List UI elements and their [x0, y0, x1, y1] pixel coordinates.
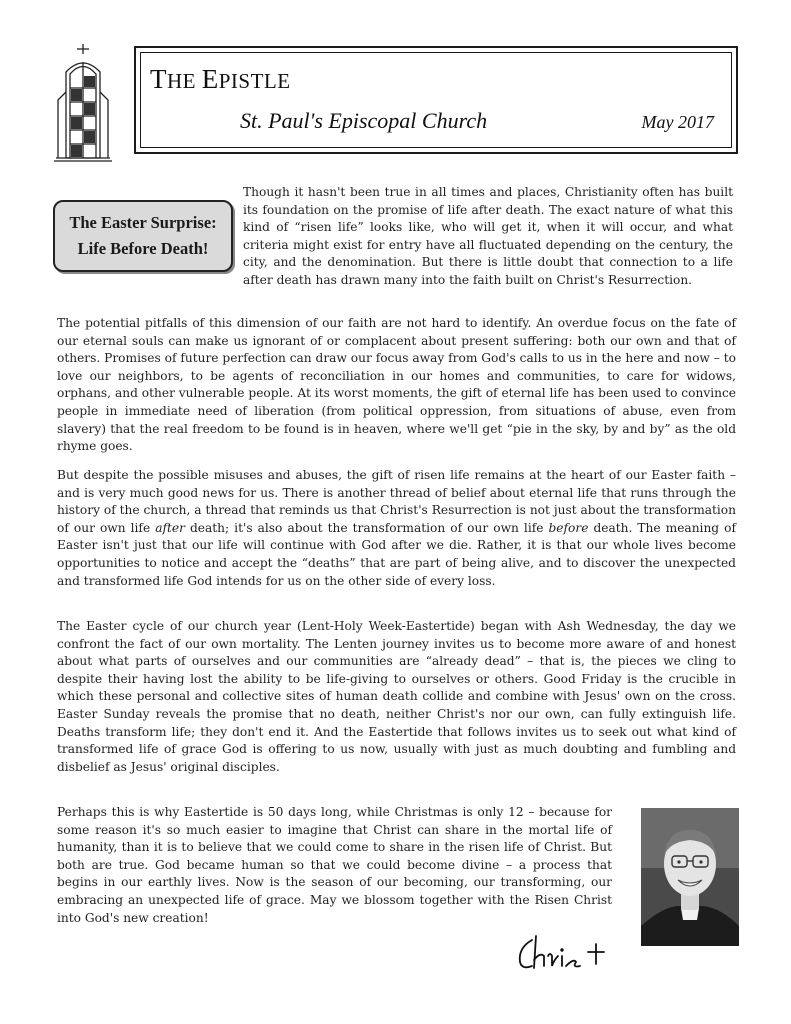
emphasis-after: after	[155, 520, 185, 535]
church-window-logo-icon	[50, 40, 116, 162]
emphasis-before: before	[548, 520, 589, 535]
callout-line-1: The Easter Surprise:	[69, 213, 217, 232]
paragraph-3-part-a: But despite the possible misuses and abuses, the gift of risen life remains at the heart of our Easter faith – and is very much good news for us. There is another thread of belief about eternal life that runs through the history of the church, a thread that reminds us that Christ's Resurrection is not just about the transformation of our own life	[57, 468, 736, 535]
author-photo	[641, 808, 739, 946]
issue-date: May 2017	[641, 112, 714, 132]
handwritten-signature	[514, 930, 618, 978]
article-paragraph-1: Though it hasn't been true in all times and places, Christianity often has built its foundation on the promise of life after death. The exact nature of what this kind of “risen life” looks like, who will get it, when it will occur, and what criteria might exist for entry have all fluctuated depending on the century, the city, and the denomination. But there is little doubt that connection to a life after death has drawn many into the faith built on Christ's Resurrection.	[243, 185, 733, 287]
title-initial-t: T	[150, 64, 167, 94]
title-rest-he: HE	[167, 69, 202, 93]
newsletter-title	[150, 64, 291, 95]
article-title-callout	[53, 200, 233, 272]
callout-line-2: Life Before Death!	[77, 239, 209, 258]
paragraph-3-part-c: death. The meaning of Easter isn't just that our life will continue with God after we die. Rather, it is that our whole lives become opportunities to notice and accept the “deaths” that are part of being alive, and to discover the unexpected and transformed life God intends for us on the other side of every loss.	[57, 520, 736, 588]
church-name: St. Paul's Episcopal Church	[240, 108, 488, 133]
paragraph-3-part-b: death; it's also about the transformation of our own life	[184, 520, 549, 535]
masthead	[134, 46, 738, 154]
title-rest-pistle: PISTLE	[218, 69, 291, 93]
title-initial-e: E	[201, 64, 219, 94]
article-paragraph-2: The potential pitfalls of this dimension of our faith are not hard to identify. An overdue focus on the fate of our eternal souls can make us ignorant of or complacent about present suffering: both our own and that of others. Promises of future perfection can draw our focus away from God's calls to us in the here and now – to love our neighbors, to be agents of reconciliation in our homes and communities, to care for widows, orphans, and other vulnerable people. At its worst moments, the gift of eternal life has been used to convince people in immediate need of liberation (from political oppression, from situations of abuse, even from slavery) that the real freedom to be found is in heaven, where we'll get “pie in the sky, by and by” as the old rhyme goes.	[57, 316, 736, 454]
article-paragraph-3	[57, 467, 736, 590]
article-paragraph-4: The Easter cycle of our church year (Lent-Holy Week-Eastertide) began with Ash Wednesday, the day we confront the fact of our own mortality. The Lenten journey invites us to become more aware of and honest about what parts of ourselves and our communities are “already dead” – that is, the pieces we cling to despite their having lost the ability to be life-giving to ourselves or others. Good Friday is the crucible in which these personal and collective sites of human death collide and combine with Jesus' own on the cross. Easter Sunday reveals the promise that no death, neither Christ's nor our own, can fully extinguish life. Deaths transform life; they don't end it. And the Eastertide that follows invites us to seek out what kind of transformed life of grace God is offering to us now, usually with just as much doubting and fumbling and disbelief as Jesus' original disciples.	[57, 619, 736, 774]
article-paragraph-5: Perhaps this is why Eastertide is 50 days long, while Christmas is only 12 – because for some reason it's so much easier to imagine that Christ can share in the mortal life of humanity, than it is to believe that we could come to share in the risen life of Christ. But both are true. God became human so that we could become divine – a process that begins in our earthly lives. Now is the season of our becoming, our transforming, our embracing an unexpected life of grace. May we blossom together with the Risen Christ into God's new creation!	[57, 805, 612, 925]
